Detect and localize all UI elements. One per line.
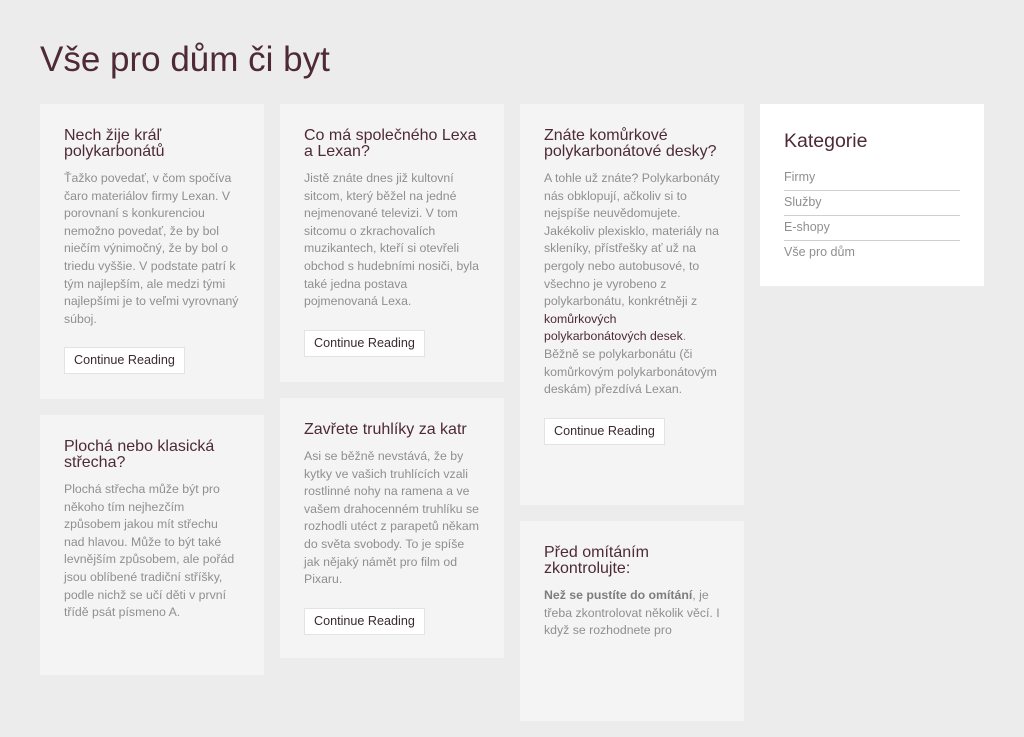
posts-column-3 bbox=[520, 104, 744, 737]
continue-reading-button[interactable]: Continue Reading bbox=[304, 608, 425, 635]
post-card bbox=[280, 398, 504, 658]
post-title[interactable]: Plochá nebo klasická střecha? bbox=[64, 438, 215, 471]
continue-reading-button[interactable]: Continue Reading bbox=[64, 347, 185, 374]
posts-column-2 bbox=[280, 104, 504, 674]
category-link[interactable]: Vše pro dům bbox=[784, 245, 855, 259]
post-card bbox=[280, 104, 504, 382]
post-excerpt bbox=[544, 170, 720, 399]
excerpt-text: A tohle už znáte? Polykarbonáty nás obklopují, ačkoliv si to nejspíše neuvědomujete. Jakékoliv plexisklo, materiály na skleníky, přístřešky ať už na pergoly nebo autobusové, to všechno je vyrobeno z polykarbonátu, konkrétněji z bbox=[544, 171, 720, 309]
post-excerpt: Asi se běžně nevstává, že by kytky ve vašich truhlících vzali rostlinné nohy na ramena a ve vašem drahocenném truhlíku se rozhodli utéct z parapetů někam do světa svobody. To je spíše jak nějaký námět pro film od Pixaru. bbox=[304, 449, 479, 587]
post-card bbox=[520, 104, 744, 505]
post-card bbox=[40, 415, 264, 675]
continue-reading-button[interactable]: Continue Reading bbox=[544, 418, 665, 445]
category-link[interactable]: Služby bbox=[784, 191, 960, 216]
post-excerpt: Plochá střecha může být pro někoho tím nejhezčím způsobem jakou mít střechu nad hlavou. Může to být také levnějším způsobem, ale pořád jsou oblíbené tradiční stříšky, podle nichž se učí děti v první třídě psát písmeno A. bbox=[64, 482, 235, 620]
post-excerpt: Jistě znáte dnes již kultovní sitcom, který běžel na jedné nejmenované televizi. V tom sitcomu o zkrachovalích muzikantech, kteří si otevřeli obchod s hudebními nosiči, byla také jedna postava pojmenovaná Lexa. bbox=[304, 171, 479, 309]
post-title[interactable]: Co má společného Lexa a Lexan? bbox=[304, 127, 477, 160]
post-title[interactable]: Zavřete truhlíky za katr bbox=[304, 421, 467, 438]
excerpt-link[interactable]: komůrkových polykarbonátových desek bbox=[544, 311, 683, 344]
widget-title: Kategorie bbox=[784, 130, 868, 152]
categories-widget bbox=[760, 104, 984, 286]
post-title[interactable]: Nech žije kráľ polykarbonátů bbox=[64, 127, 165, 160]
post-title[interactable]: Znáte komůrkové polykarbonátové desky? bbox=[544, 127, 717, 160]
post-title[interactable]: Před omítáním zkontrolujte: bbox=[544, 544, 649, 577]
page-title: Vše pro dům či byt bbox=[40, 40, 330, 79]
category-link[interactable]: E-shopy bbox=[784, 216, 960, 241]
post-card bbox=[520, 521, 744, 721]
post-excerpt bbox=[544, 587, 720, 640]
excerpt-bold: Než se pustíte do omítání bbox=[544, 588, 693, 602]
posts-column-1 bbox=[40, 104, 264, 691]
post-excerpt: Ťažko povedať, v čom spočíva čaro materiálov firmy Lexan. V porovnaní s konkurenciou nemožno povedať, že by bol niečím výnimočný, že by bol o triedu vyššie. V podstate patrí k tým najlepším, ale medzi tými najlepšími je to veľmi vyrovnaný súboj. bbox=[64, 171, 239, 326]
post-card bbox=[40, 104, 264, 399]
category-link[interactable]: Firmy bbox=[784, 166, 960, 191]
category-list bbox=[784, 166, 960, 265]
excerpt-text: , je třeba zkontrolovat několik věcí. I když se rozhodnete pro bbox=[544, 588, 720, 638]
excerpt-text: . Běžně se polykarbonátu (či komůrkovým polykarbonátovým deskám) přezdívá Lexan. bbox=[544, 329, 717, 397]
continue-reading-button[interactable]: Continue Reading bbox=[304, 330, 425, 357]
